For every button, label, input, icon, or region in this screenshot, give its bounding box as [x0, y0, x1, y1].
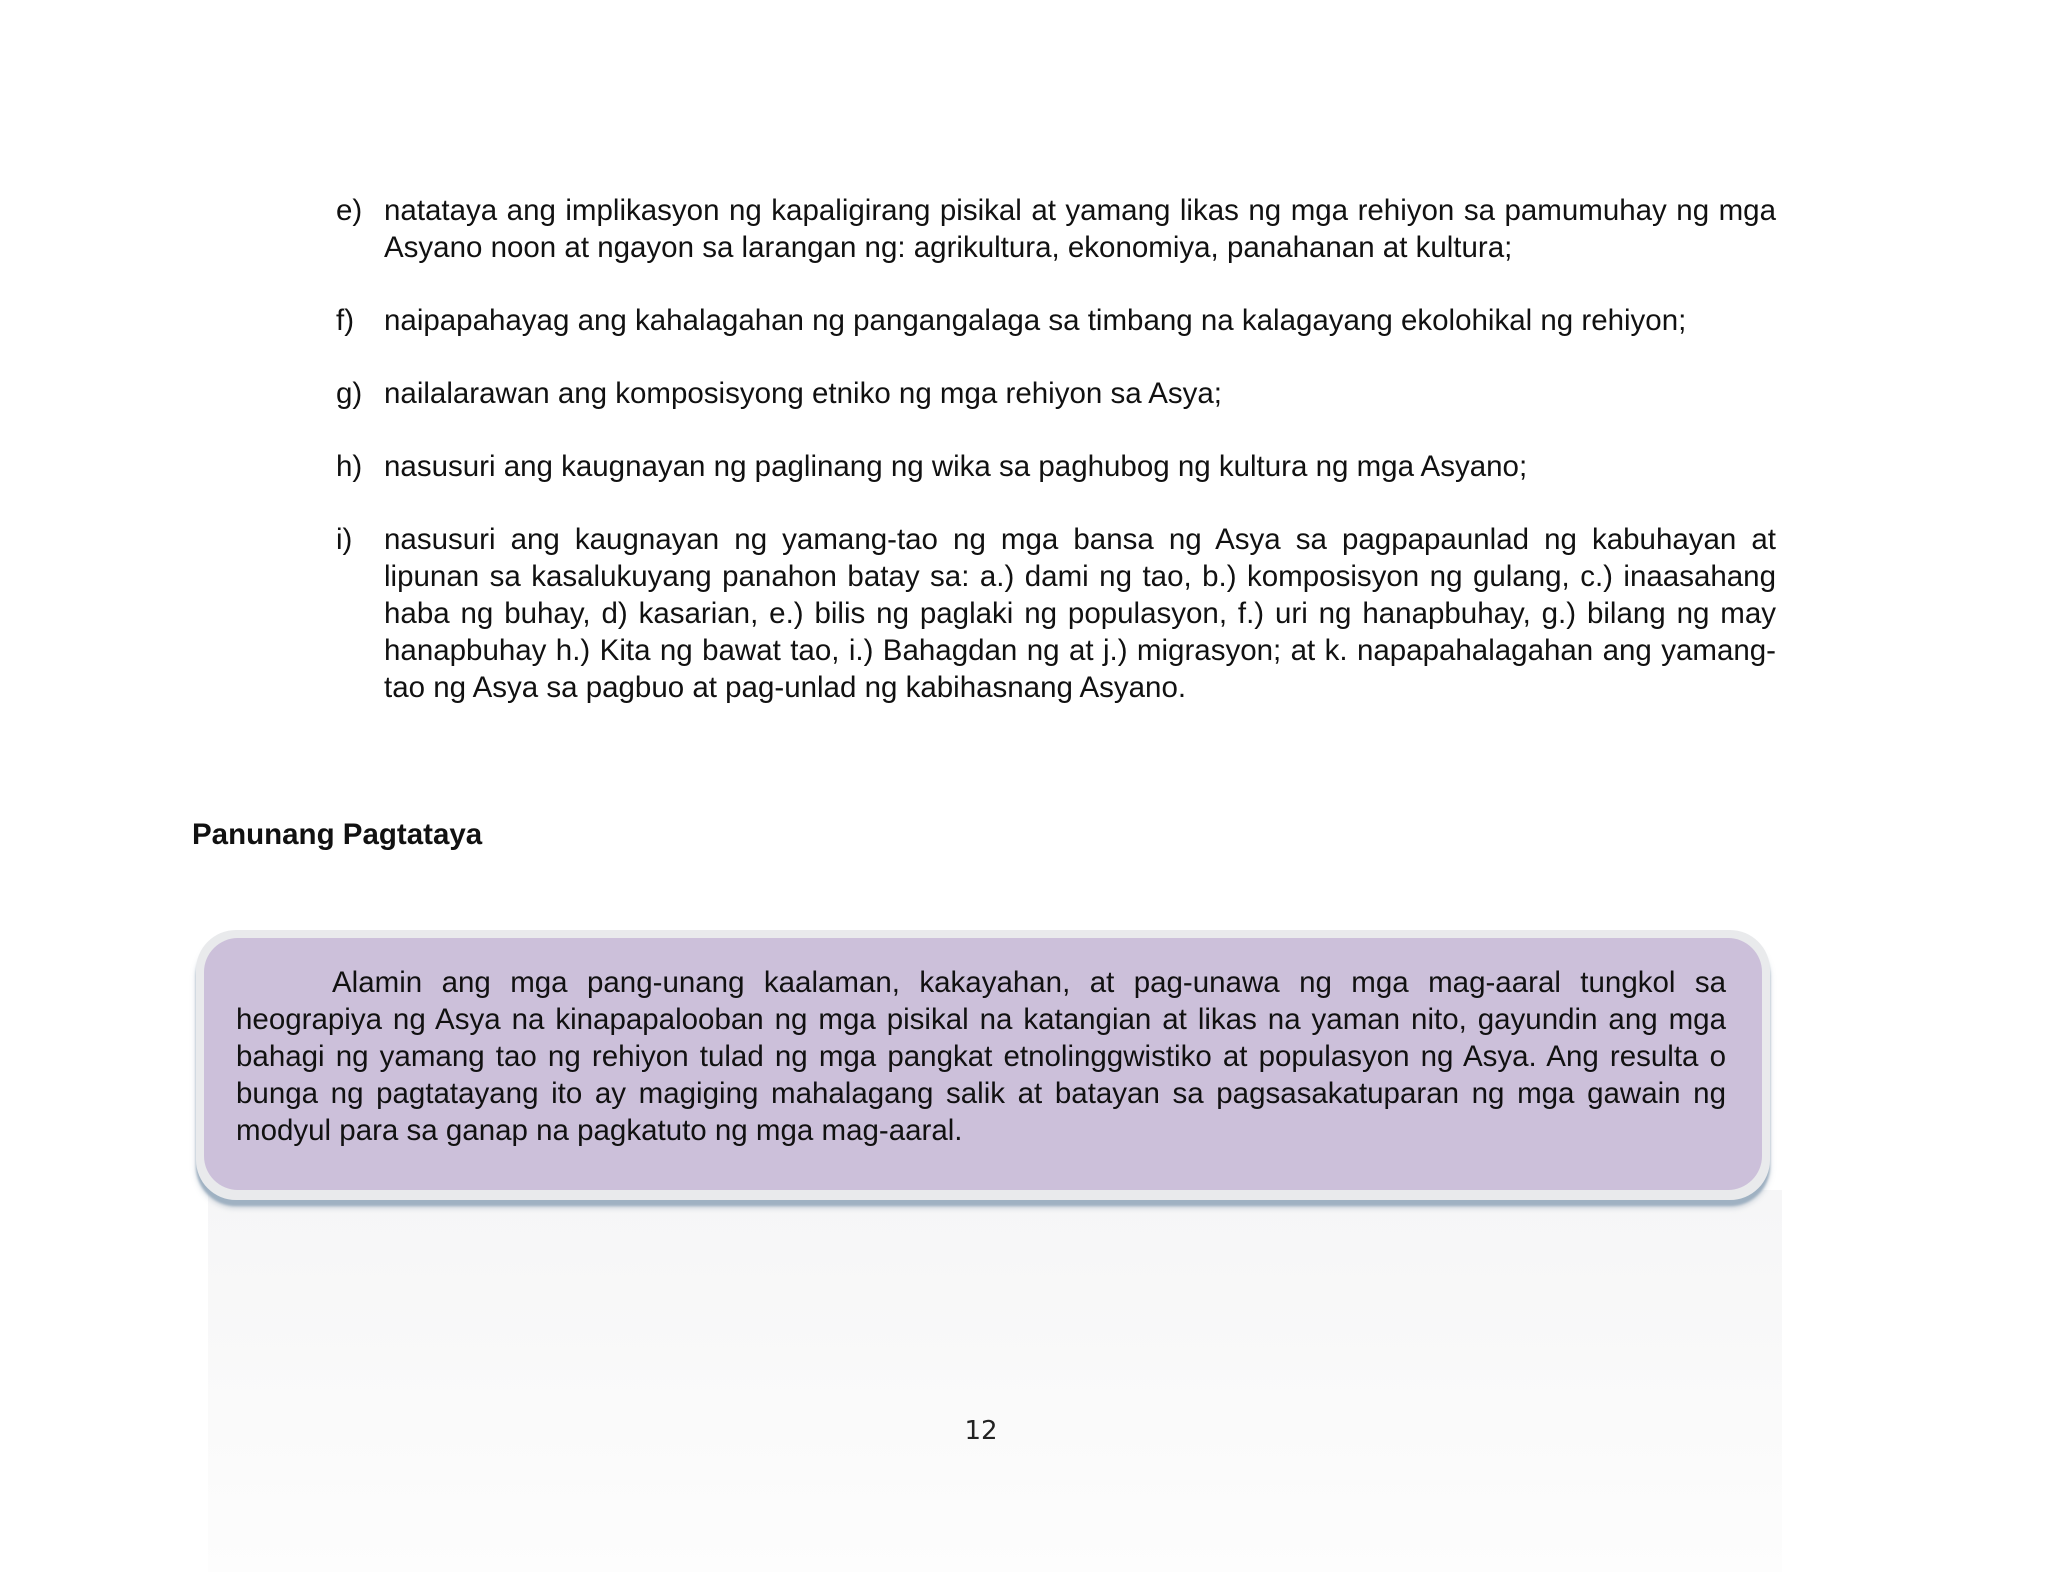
section-heading: Panunang Pagtataya [192, 818, 483, 851]
list-item-text: natataya ang implikasyon ng kapaligirang pisikal at yamang likas ng mga rehiyon sa pamumuhay ng mga Asyano noon at ngayon sa larangan ng: agrikultura, ekonomiya, panahanan at kultura; [384, 194, 1776, 264]
objectives-list [336, 192, 1776, 742]
background-shade [208, 1190, 1782, 1572]
list-item [336, 192, 1776, 266]
list-marker: f) [336, 304, 355, 337]
callout-box [196, 930, 1770, 1200]
list-marker: h) [336, 450, 363, 483]
list-item-text: naipapahayag ang kahalagahan ng pangangalaga sa timbang na kalagayang ekolohikal ng rehiyon; [384, 304, 1687, 337]
list-item [336, 302, 1776, 339]
list-item-text: nasusuri ang kaugnayan ng paglinang ng wika sa paghubog ng kultura ng mga Asyano; [384, 450, 1528, 483]
list-marker: e) [336, 194, 363, 227]
list-marker: g) [336, 377, 363, 410]
list-item [336, 521, 1776, 706]
callout-body [204, 938, 1762, 1190]
list-item [336, 375, 1776, 412]
list-item-text: nailalarawan ang komposisyong etniko ng mga rehiyon sa Asya; [384, 377, 1222, 410]
callout-text: Alamin ang mga pang-unang kaalaman, kakayahan, at pag-unawa ng mga mag-aaral tungkol sa heograpiya ng Asya na kinapapalooban ng mga pisikal na katangian at likas na yaman nito, gayundin ang mga bahagi ng yamang tao ng rehiyon tulad ng mga pangkat etnolinggwistiko at populasyon ng Asya. Ang resulta o bunga ng pagtatayang ito ay magiging mahalagang salik at batayan sa pagsasakatuparan ng mga gawain ng modyul para sa ganap na pagkatuto ng mga mag-aaral. [236, 966, 1726, 1147]
list-item [336, 448, 1776, 485]
page-number: 12 [964, 1416, 998, 1446]
list-item-text: nasusuri ang kaugnayan ng yamang-tao ng mga bansa ng Asya sa pagpapaunlad ng kabuhayan at lipunan sa kasalukuyang panahon batay sa: a.) dami ng tao, b.) komposisyon ng gulang, c.) inaasahang haba ng buhay, d) kasarian, e.) bilis ng paglaki ng populasyon, f.) uri ng hanapbuhay, g.) bilang ng may hanapbuhay h.) Kita ng bawat tao, i.) Bahagdan ng at j.) migrasyon; at k. napapahalagahan ang yamang-tao ng Asya sa pagbuo at pag-unlad ng kabihasnang Asyano. [384, 523, 1776, 704]
list-marker: i) [336, 523, 353, 556]
